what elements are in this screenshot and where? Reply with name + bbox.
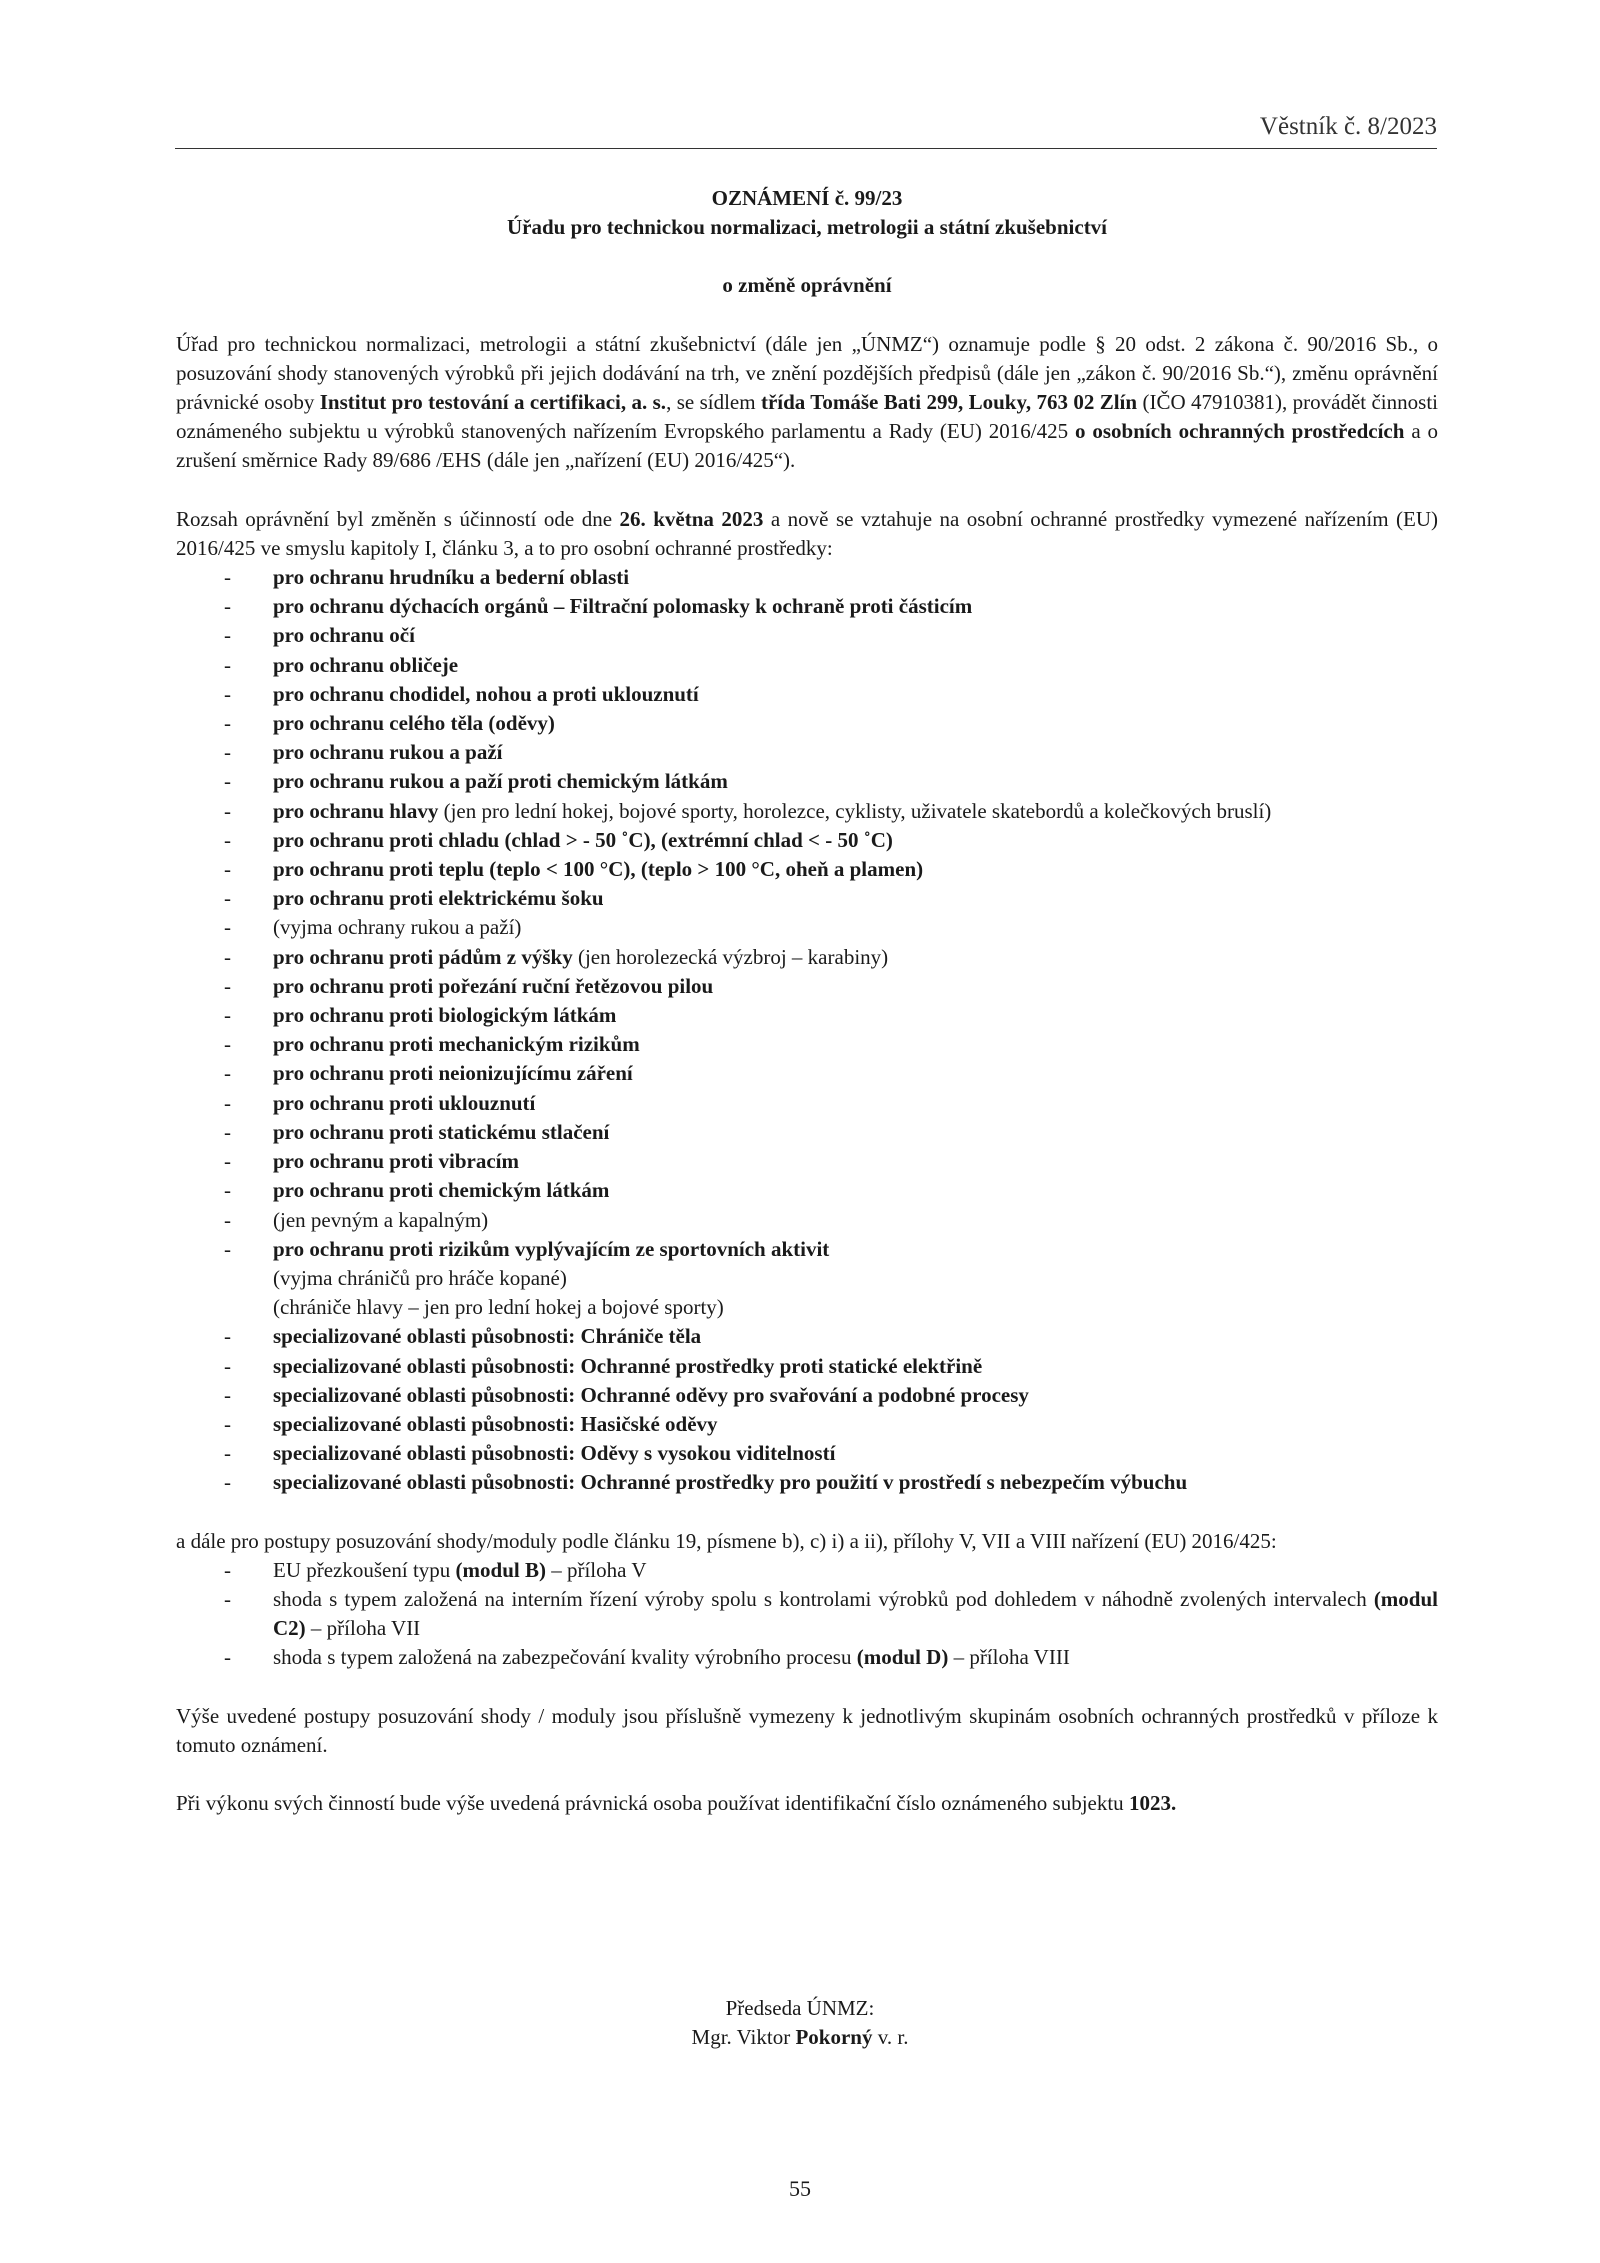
list-item: - specializované oblasti působnosti: Hasičské oděvy — [224, 1411, 718, 1436]
list-item: - (jen pevným a kapalným) — [224, 1207, 489, 1232]
list-item: - pro ochranu rukou a paží — [224, 740, 503, 765]
list-item: - pro ochranu proti chladu (chlad > - 50 ˚C), (extrémní chlad < - 50 ˚C) — [224, 827, 893, 852]
list-item: - pro ochranu proti teplu (teplo < 100 °C), (teplo > 100 °C, oheň a plamen) — [224, 857, 924, 882]
signature-name: Mgr. Viktor Pokorný v. r. — [691, 2025, 909, 2049]
scope-paragraph: Rozsah oprávnění byl změněn s účinností ode dne 26. května 2023 a nově se vztahuje na osobní ochranné prostředky vymezené nařízením (EU) 2016/425 ve smyslu kapitoly I, článku 3, a to pro osobní ochranné prostředky: — [176, 506, 1438, 560]
list-item: - specializované oblasti působnosti: Oděvy s vysokou viditelností — [224, 1441, 836, 1466]
list-item: - pro ochranu proti pádům z výšky (jen horolezecká výzbroj – karabiny) — [224, 944, 889, 969]
list-item: - pro ochranu rukou a paží proti chemickým látkám — [224, 769, 728, 794]
list-item: - shoda s typem založená na interním řízení výroby spolu s kontrolami výrobků pod dohledem v náhodně zvolených intervalech (modul C2) – příloha VII — [224, 1586, 1438, 1641]
notice-subject: o změně oprávnění — [722, 273, 892, 298]
list-item-continuation: (chrániče hlavy – jen pro lední hokej a bojové sporty) — [273, 1295, 724, 1320]
list-item: - pro ochranu proti rizikům vyplývajícím ze sportovních aktivit — [224, 1236, 830, 1261]
identification-paragraph: Při výkonu svých činností bude výše uvedená právnická osoba používat identifikační číslo oznámeného subjektu 1023. — [176, 1790, 1177, 1815]
procedures-intro: a dále pro postupy posuzování shody/moduly podle článku 19, písmene b), c) i) a ii), přílohy V, VII a VIII nařízení (EU) 2016/425: — [176, 1528, 1277, 1553]
list-item: - pro ochranu hlavy (jen pro lední hokej, bojové sporty, horolezce, cyklisty, uživatele skatebordů a kolečkových bruslí) — [224, 798, 1272, 823]
list-item: - specializované oblasti působnosti: Ochranné prostředky pro použití v prostředí s nebezpečím výbuchu — [224, 1470, 1188, 1495]
list-item: - specializované oblasti působnosti: Ochranné oděvy pro svařování a podobné procesy — [224, 1382, 1029, 1407]
list-item: - pro ochranu chodidel, nohou a proti uklouznutí — [224, 681, 699, 706]
list-item-continuation: (vyjma chráničů pro hráče kopané) — [273, 1265, 567, 1290]
list-item: - pro ochranu obličeje — [224, 652, 459, 677]
notice-title: OZNÁMENÍ č. 99/23 — [711, 186, 903, 210]
ppe-list — [176, 563, 1438, 1498]
intro-paragraph: Úřad pro technickou normalizaci, metrologii a státní zkušebnictví (dále jen „ÚNMZ“) oznamuje podle § 20 odst. 2 zákona č. 90/2016 Sb., o posuzování shody stanovených výrobků při jejich dodávání na trh, ve znění pozdějších předpisů (dále jen „zákon č. 90/2016 Sb.“), změnu oprávnění právnické osoby Institut pro testování a certifikaci, a. s., se sídlem třída Tomáše Bati 299, Louky, 763 02 Zlín (IČO 47910381), provádět činnosti oznámeného subjektu u výrobků stanovených nařízením Evropského parlamentu a Rady (EU) 2016/425 o osobních ochranných prostředcích a o zrušení směrnice Rady 89/686 /EHS (dále jen „nařízení (EU) 2016/425“). — [176, 331, 1439, 473]
list-item: - pro ochranu očí — [224, 623, 415, 648]
list-item: - pro ochranu proti vibracím — [224, 1149, 519, 1174]
list-item: - shoda s typem založená na zabezpečování kvality výrobního procesu (modul D) – příloha VIII — [224, 1645, 1070, 1670]
signature-role: Předseda ÚNMZ: — [725, 1996, 875, 2020]
procedures-list — [176, 1556, 1438, 1673]
signature-block — [0, 1994, 1600, 2052]
list-item: - pro ochranu proti mechanickým rizikům — [224, 1032, 640, 1057]
list-item: - (vyjma ochrany rukou a paží) — [224, 915, 522, 940]
list-item: - pro ochranu celého těla (oděvy) — [224, 711, 555, 736]
list-item: - pro ochranu proti elektrickému šoku — [224, 886, 604, 911]
journal-issue: Věstník č. 8/2023 — [1259, 113, 1437, 140]
modules-paragraph: Výše uvedené postupy posuzování shody / moduly jsou příslušně vymezeny k jednotlivým skupinám osobních ochranných prostředků v příloze k tomuto oznámení. — [176, 1703, 1438, 1757]
list-item: - pro ochranu dýchacích orgánů – Filtrační polomasky k ochraně proti částicím — [224, 594, 973, 619]
list-item: - pro ochranu hrudníku a bederní oblasti — [224, 565, 630, 590]
list-item: - pro ochranu proti chemickým látkám — [224, 1178, 610, 1203]
notice-issuer: Úřadu pro technickou normalizaci, metrologii a státní zkušebnictví — [506, 215, 1108, 240]
list-item: - specializované oblasti působnosti: Chrániče těla — [224, 1324, 702, 1349]
page-number: 55 — [789, 2176, 811, 2201]
list-item: - specializované oblasti působnosti: Ochranné prostředky proti statické elektřině — [224, 1353, 983, 1378]
list-item: - pro ochranu proti statickému stlačení — [224, 1119, 610, 1144]
list-item: - pro ochranu proti pořezání ruční řetězovou pilou — [224, 973, 714, 998]
document-body — [176, 184, 1438, 1818]
page-header — [175, 110, 1437, 149]
list-item: - EU přezkoušení typu (modul B) – příloha V — [224, 1557, 647, 1582]
list-item: - pro ochranu proti uklouznutí — [224, 1090, 536, 1115]
list-item: - pro ochranu proti neionizujícímu záření — [224, 1061, 633, 1086]
list-item: - pro ochranu proti biologickým látkám — [224, 1003, 617, 1028]
